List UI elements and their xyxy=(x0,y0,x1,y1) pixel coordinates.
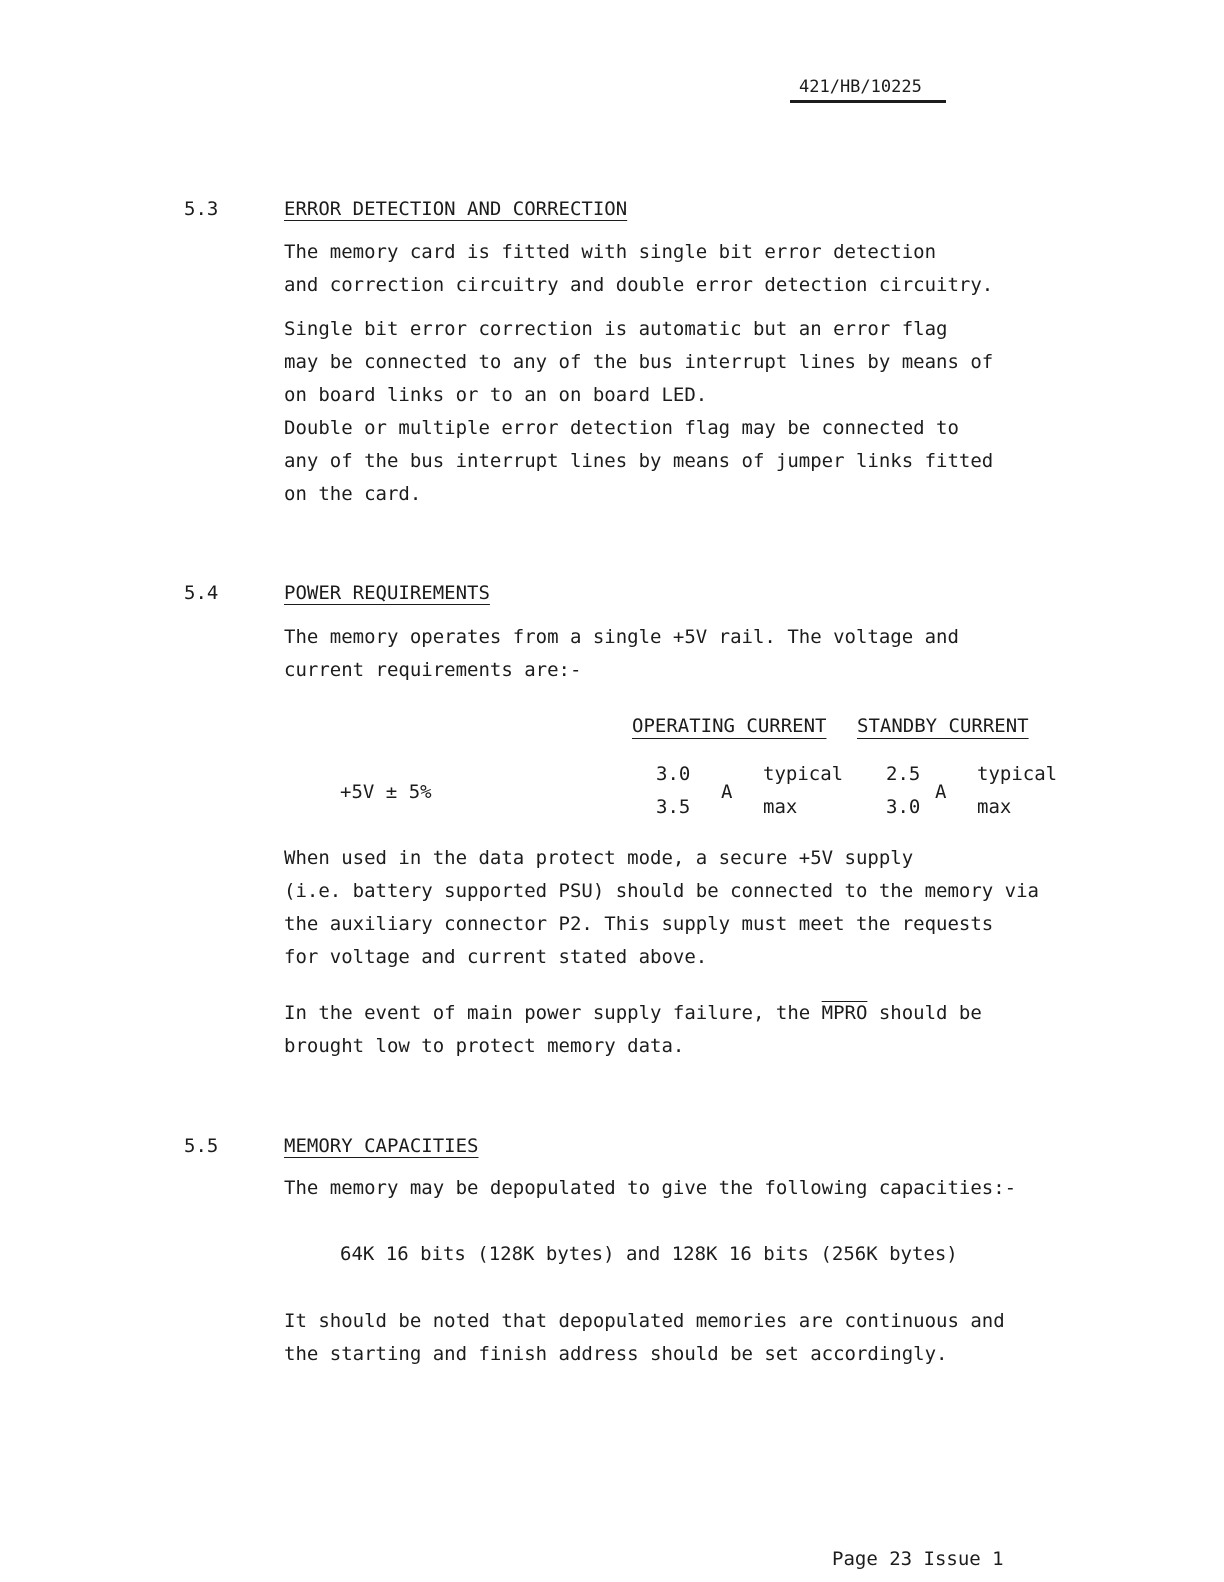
text-line xyxy=(284,997,982,1030)
operating-typical-value: 3.0 xyxy=(656,763,691,785)
text-segment: should be xyxy=(867,1002,982,1024)
signal-name-mpro: MPRO xyxy=(821,1002,868,1024)
operating-max-value: 3.5 xyxy=(656,796,691,818)
paragraph-capacities-intro: The memory may be depopulated to give the following capacities:- xyxy=(284,1177,1017,1199)
standby-max-label: max xyxy=(977,796,1012,818)
text-line: The memory card is fitted with single bit error detection xyxy=(284,241,937,263)
standby-typical-value: 2.5 xyxy=(886,763,921,785)
standby-unit: A xyxy=(935,781,947,803)
operating-typical-label: typical xyxy=(763,763,844,785)
voltage-value: +5V xyxy=(340,781,375,803)
section-title-memory-capacities: MEMORY CAPACITIES xyxy=(284,1135,479,1157)
section-number-5-5: 5.5 xyxy=(184,1135,219,1157)
paragraph-data-protect xyxy=(284,842,1039,974)
section-number-5-3: 5.3 xyxy=(184,198,219,220)
paragraph-power-failure xyxy=(284,997,982,1063)
row-label-voltage xyxy=(340,781,432,803)
paragraph-ecc-intro xyxy=(284,236,993,302)
standby-typical-label: typical xyxy=(977,763,1058,785)
text-line: When used in the data protect mode, a secure +5V supply xyxy=(284,847,914,869)
header-operating-current: OPERATING CURRENT xyxy=(632,715,827,737)
paragraph-power-intro xyxy=(284,621,959,687)
text-line: and correction circuitry and double error detection circuitry. xyxy=(284,274,994,296)
text-line: The memory operates from a single +5V rail. The voltage and xyxy=(284,626,959,648)
text-line: on board links or to an on board LED. xyxy=(284,384,708,406)
text-line: brought low to protect memory data. xyxy=(284,1035,685,1057)
section-title-error-detection: ERROR DETECTION AND CORRECTION xyxy=(284,198,628,220)
tolerance-value: 5% xyxy=(408,781,432,803)
standby-max-value: 3.0 xyxy=(886,796,921,818)
document-reference: 421/HB/10225 xyxy=(799,77,922,97)
operating-max-label: max xyxy=(763,796,798,818)
text-line: the auxiliary connector P2. This supply must meet the requests xyxy=(284,913,994,935)
paragraph-ecc-flags xyxy=(284,313,993,511)
paragraph-capacities-note xyxy=(284,1305,1005,1371)
plus-minus-symbol: ± xyxy=(385,781,398,803)
section-number-5-4: 5.4 xyxy=(184,582,219,604)
text-line: (i.e. battery supported PSU) should be connected to the memory via xyxy=(284,880,1039,902)
text-line: for voltage and current stated above. xyxy=(284,946,708,968)
text-line: may be connected to any of the bus interrupt lines by means of xyxy=(284,351,994,373)
text-line: current requirements are:- xyxy=(284,659,582,681)
header-standby-current: STANDBY CURRENT xyxy=(857,715,1029,737)
text-segment: In the event of main power supply failure, the xyxy=(284,1002,822,1024)
section-title-power-requirements: POWER REQUIREMENTS xyxy=(284,582,490,604)
text-line: any of the bus interrupt lines by means of jumper links fitted xyxy=(284,450,994,472)
text-line: Double or multiple error detection flag may be connected to xyxy=(284,417,959,439)
text-line: the starting and finish address should be set accordingly. xyxy=(284,1343,948,1365)
page-footer: Page 23 Issue 1 xyxy=(832,1548,1004,1570)
text-line: It should be noted that depopulated memories are continuous and xyxy=(284,1310,1005,1332)
text-line: Single bit error correction is automatic but an error flag xyxy=(284,318,948,340)
operating-unit: A xyxy=(721,781,733,803)
header-rule xyxy=(790,100,946,103)
capacities-list: 64K 16 bits (128K bytes) and 128K 16 bits (256K bytes) xyxy=(340,1243,958,1265)
text-line: on the card. xyxy=(284,483,422,505)
